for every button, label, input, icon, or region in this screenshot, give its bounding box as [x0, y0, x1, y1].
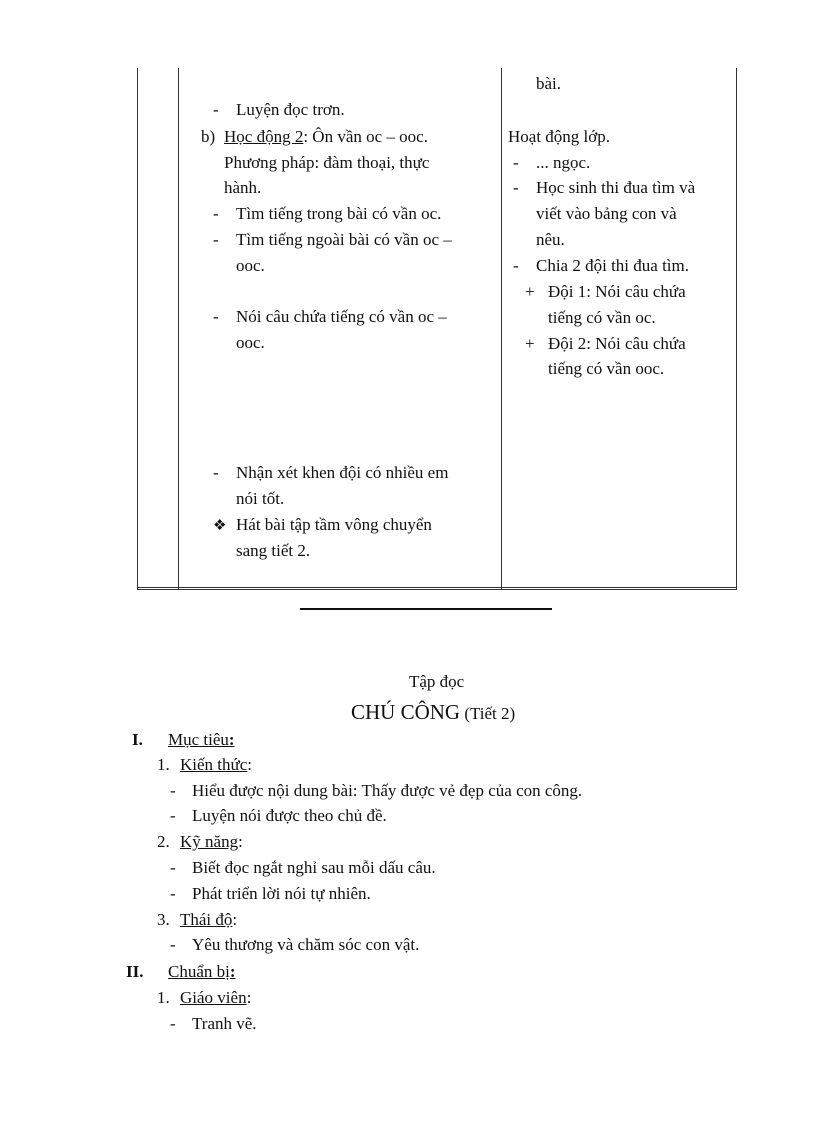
table-divider-1: [178, 68, 179, 589]
giao-vien: Giáo viên: [180, 988, 247, 1007]
sub-1-item-2: Luyện nói được theo chủ đề.: [192, 806, 387, 825]
col2-b-marker: b): [201, 127, 216, 146]
dash: -: [170, 806, 176, 825]
section-1-number: I.: [132, 730, 143, 749]
muc-tieu: Mục tiêu: [168, 730, 229, 749]
col2-luyen-doc: Luyện đọc trơn.: [236, 100, 345, 119]
col3-thi-dua-1: Học sinh thi đua tìm và: [536, 178, 696, 197]
col3-bai: bài.: [536, 74, 562, 93]
col2-dash: -: [213, 230, 219, 249]
section-2-number: II.: [126, 962, 144, 981]
diamond-bullet-icon: ❖: [213, 516, 227, 534]
chuan-bi: Chuẩn bị: [168, 962, 230, 981]
lesson-title-note: (Tiết 2): [464, 704, 516, 723]
sec2-sub-1-title: Giáo viên:: [180, 988, 252, 1007]
section-separator: [300, 608, 552, 610]
table-divider-2: [501, 68, 502, 589]
col3-doi-2-b: tiếng có vần ooc.: [548, 359, 665, 378]
sub-2-title: Kỹ năng:: [180, 832, 243, 851]
dash: -: [170, 858, 176, 877]
sec2-sub-1-item-1: Tranh vẽ.: [192, 1014, 257, 1033]
col3-doi-2-a: Đội 2: Nói câu chứa: [548, 334, 686, 353]
col3-chia-doi: Chia 2 đội thi đua tìm.: [536, 256, 689, 275]
subject-label: Tập đọc: [409, 672, 465, 691]
table-border-bottom-inner: [137, 589, 737, 590]
hoat-dong-2-title: Học động 2: [224, 127, 304, 146]
col3-dash: -: [513, 256, 519, 275]
sub-2-number: 2.: [157, 832, 170, 851]
dash: -: [170, 884, 176, 903]
col2-hat-bai-2: sang tiết 2.: [236, 541, 311, 560]
sub-3-title: Thái độ:: [180, 910, 238, 929]
sub-1-number: 1.: [157, 755, 170, 774]
lesson-title-text: CHÚ CÔNG: [351, 700, 461, 724]
col2-hat-bai-1: Hát bài tập tầm vông chuyển: [236, 515, 432, 534]
col3-dash: -: [513, 178, 519, 197]
sub-3-number: 3.: [157, 910, 170, 929]
table-border-right: [736, 68, 737, 589]
col2-nhan-xet-1: Nhận xét khen đội có nhiều em: [236, 463, 449, 482]
sub-2-item-1: Biết đọc ngắt nghỉ sau mỗi dấu câu.: [192, 858, 436, 877]
sub-1-title: Kiến thức:: [180, 755, 253, 774]
sub-1-item-1: Hiểu được nội dung bài: Thấy được vẻ đẹp của con công.: [192, 781, 583, 800]
col3-ngoc: ... ngọc.: [536, 153, 591, 172]
table-border-bottom: [137, 587, 737, 588]
section-2-title: Chuẩn bị:: [168, 962, 236, 981]
hoat-dong-2-rest: : Ôn vần oc – ooc.: [303, 127, 428, 146]
col3-hoat-dong-lop: Hoạt động lớp.: [508, 127, 611, 146]
col2-hoat-dong-2: [224, 127, 428, 147]
col2-tim-tieng-ngoai-1: Tìm tiếng ngoài bài có vần oc –: [236, 230, 452, 249]
col2-dash: -: [213, 463, 219, 482]
sec2-sub-1-number: 1.: [157, 988, 170, 1007]
col2-nhan-xet-2: nói tốt.: [236, 489, 285, 508]
col2-dash: -: [213, 204, 219, 223]
col2-method-line2: hành.: [224, 178, 262, 197]
sub-2-item-2: Phát triển lời nói tự nhiên.: [192, 884, 371, 903]
col3-plus: +: [525, 334, 535, 353]
lesson-title: [351, 699, 515, 727]
kien-thuc: Kiến thức: [180, 755, 248, 774]
col2-tim-tieng-ngoai-2: ooc.: [236, 256, 265, 275]
dash: -: [170, 1014, 176, 1033]
col3-thi-dua-2: viết vào bảng con và: [536, 204, 677, 223]
col3-doi-1-b: tiếng có vần oc.: [548, 308, 656, 327]
thai-do: Thái độ: [180, 910, 233, 929]
col2-noi-cau-1: Nói câu chứa tiếng có vần oc –: [236, 307, 447, 326]
col3-doi-1-a: Đội 1: Nói câu chứa: [548, 282, 686, 301]
section-1-title: Mục tiêu:: [168, 730, 235, 749]
col2-tim-tieng-trong: Tìm tiếng trong bài có vần oc.: [236, 204, 442, 223]
dash: -: [170, 935, 176, 954]
col2-noi-cau-2: ooc.: [236, 333, 265, 352]
col2-dash: -: [213, 100, 219, 119]
col2-method-line1: Phương pháp: đàm thoại, thực: [224, 153, 430, 172]
table-border-left: [137, 68, 138, 589]
col3-plus: +: [525, 282, 535, 301]
col2-dash: -: [213, 307, 219, 326]
sub-3-item-1: Yêu thương và chăm sóc con vật.: [192, 935, 420, 954]
ky-nang: Kỹ năng: [180, 832, 239, 851]
col3-thi-dua-3: nêu.: [536, 230, 565, 249]
dash: -: [170, 781, 176, 800]
col3-dash: -: [513, 153, 519, 172]
